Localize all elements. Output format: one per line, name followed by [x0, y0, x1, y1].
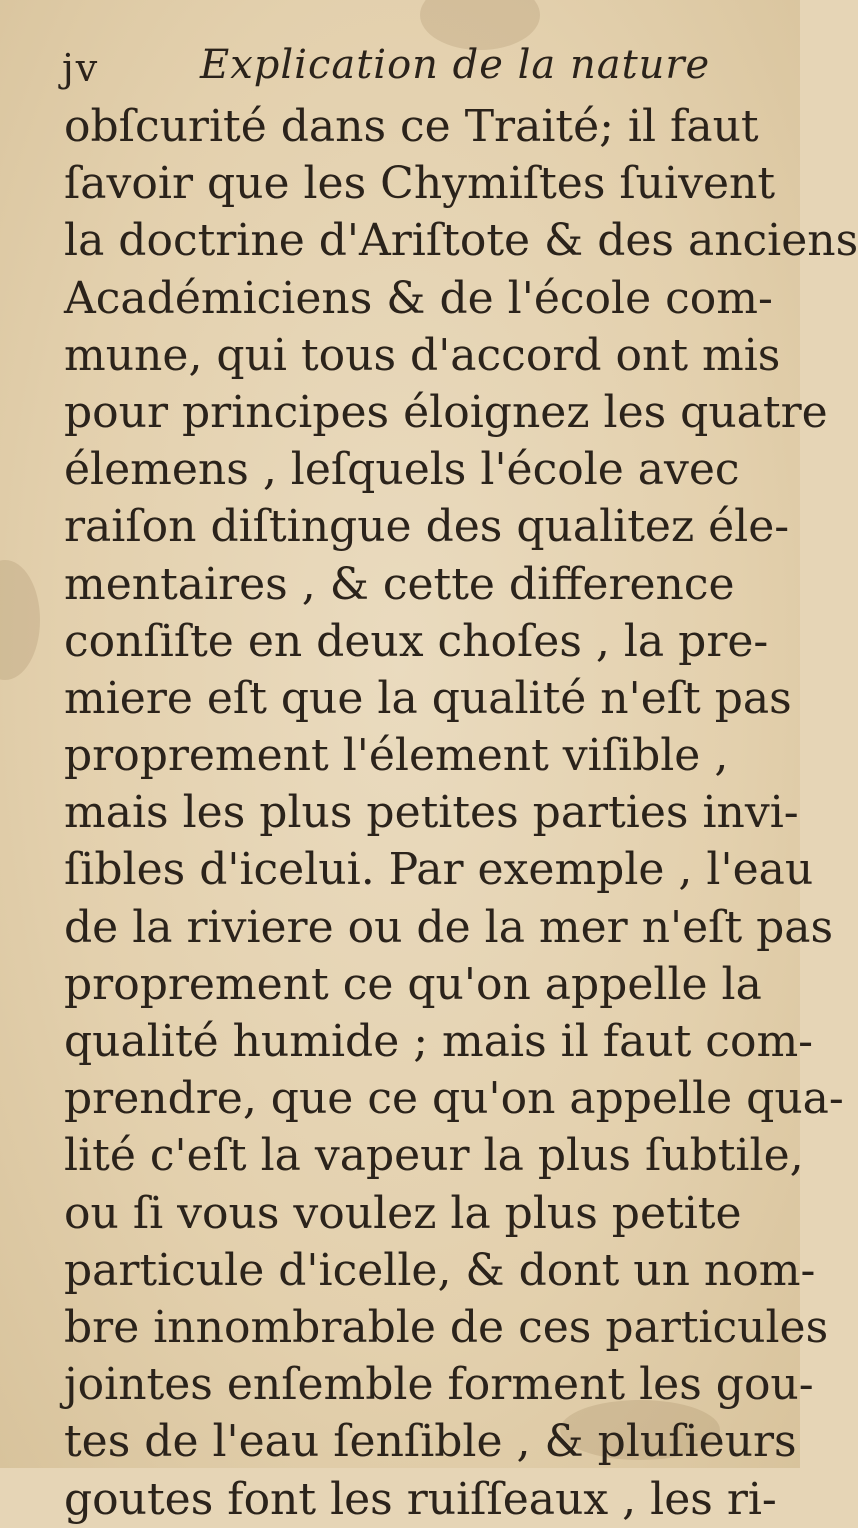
text-line: bre innombrable de ces particules [64, 1301, 829, 1353]
text-line: prendre, que ce qu'on appelle qua- [64, 1073, 844, 1125]
page-number: jv [62, 46, 100, 90]
text-line: ſavoir que les Chymiſtes ſuivent [64, 158, 776, 210]
text-line: pour principes éloignez les quatre [64, 386, 828, 438]
text-line: conſiſte en deux choſes , la pre- [64, 615, 769, 667]
text-line: mentaires , & cette difference [64, 558, 735, 610]
text-line: mais les plus petites parties invi- [64, 787, 799, 839]
text-line: raiſon diſtingue des qualitez éle- [64, 501, 790, 553]
text-line: élemens , leſquels l'école avec [64, 444, 740, 496]
running-title: Explication de la nature [200, 42, 711, 88]
text-line: de la riviere ou de la mer n'eſt pas [64, 901, 834, 953]
page-header [62, 42, 762, 98]
text-line: la doctrine d'Ariſtote & des anciens [64, 215, 858, 267]
text-line: goutes font les ruiſſeaux , les ri- [64, 1473, 777, 1525]
text-line: jointes enſemble forment les gou- [64, 1359, 814, 1411]
text-line: proprement l'élement viſible , [64, 730, 729, 782]
text-line: proprement ce qu'on appelle la [64, 958, 762, 1010]
text-line: ſibles d'icelui. Par exemple , l'eau [64, 844, 814, 896]
text-line: miere eſt que la qualité n'eſt pas [64, 672, 792, 724]
text-line: lité c'eſt la vapeur la plus ſubtile, [64, 1130, 804, 1182]
paper-stain [0, 560, 40, 680]
text-line: tes de l'eau ſenſible , & pluſieurs [64, 1416, 797, 1468]
body-text [64, 98, 858, 1528]
text-line: qualité humide ; mais il faut com- [64, 1016, 814, 1067]
text-line: obſcurité dans ce Traité; il faut [64, 101, 759, 152]
text-line: mune, qui tous d'accord ont mis [64, 329, 781, 381]
text-line: particule d'icelle, & dont un nom- [64, 1244, 816, 1296]
text-line: Académiciens & de l'école com- [64, 272, 773, 324]
text-line: ou ſi vous voulez la plus petite [64, 1187, 742, 1239]
